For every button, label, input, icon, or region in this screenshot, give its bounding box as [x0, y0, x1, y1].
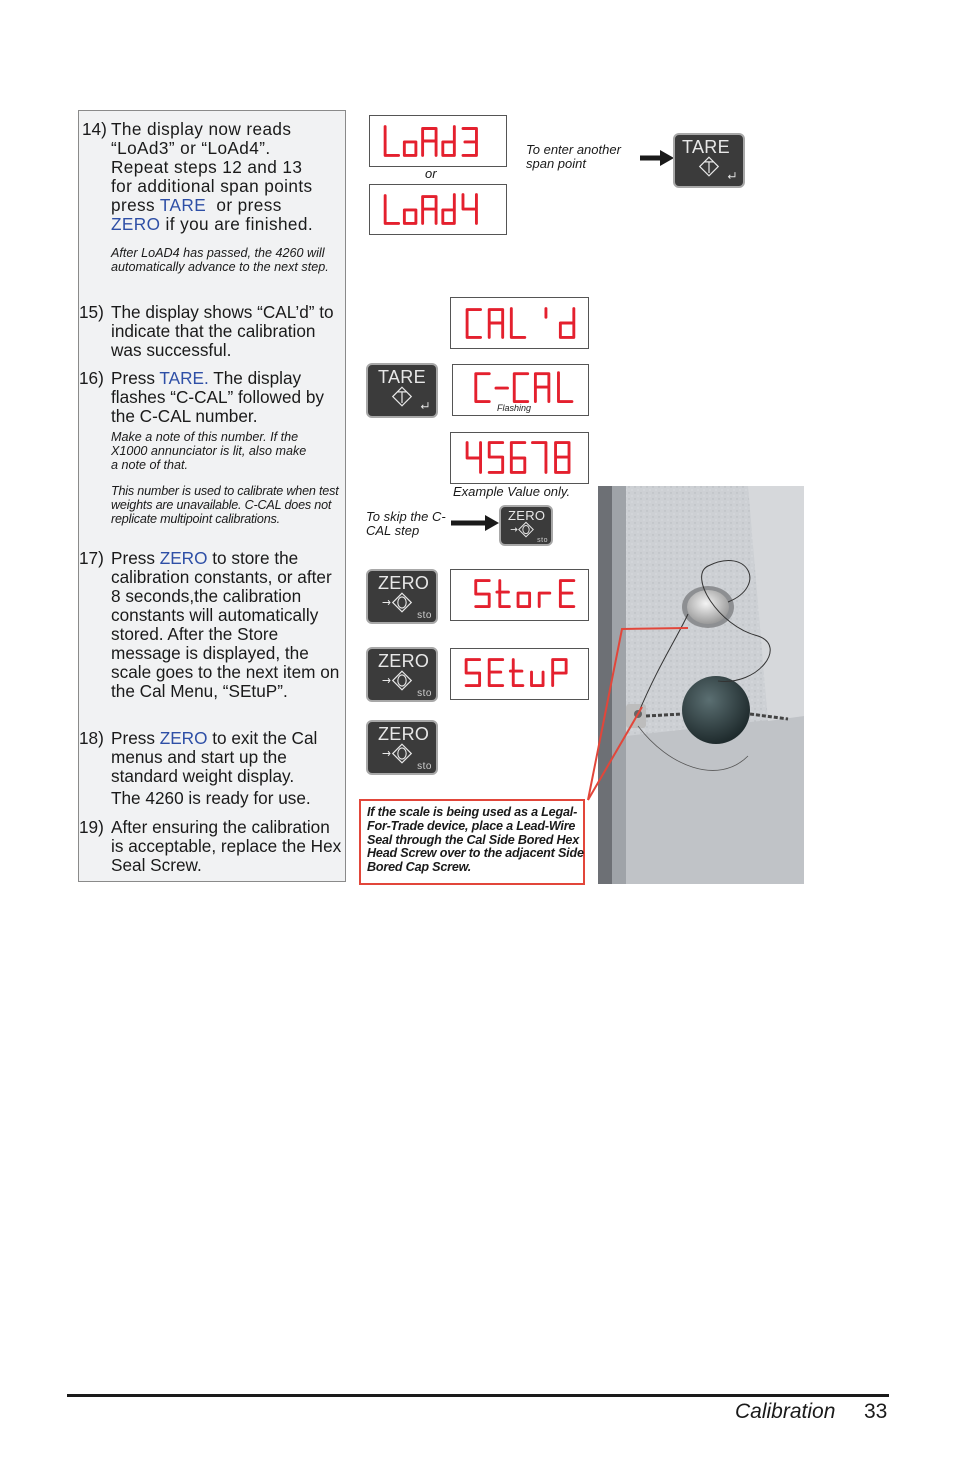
zero-button-exit[interactable] — [366, 720, 438, 775]
tare-symbol-icon — [675, 135, 743, 186]
zero-label: ZERO — [508, 508, 546, 523]
step-text: if you are finished. — [160, 214, 314, 234]
step-text: Press — [111, 548, 160, 568]
led-text-store — [451, 570, 588, 620]
led-text-value — [451, 433, 588, 483]
step-number: 19) — [79, 817, 104, 837]
step-text: to store the calibration constants, or after 8 seconds,the calibration constants will automatically stored. After the Store message is displayed, the scale goes to the next item on the Cal Menu, “SEtuP”. — [111, 548, 340, 701]
step-text: The display now reads — [111, 119, 292, 139]
sto-label: sto — [537, 537, 548, 544]
step-text: The 4260 is ready for use. — [111, 788, 311, 808]
zero-keyword: ZERO — [111, 214, 161, 234]
another-span-caption: To enter another span point — [526, 142, 621, 171]
display-ccal — [452, 364, 589, 416]
led-text-load4 — [370, 185, 506, 234]
step-19 — [79, 818, 345, 875]
display-load4 — [369, 184, 507, 235]
tare-label: TARE — [682, 137, 730, 157]
step-number: 17) — [79, 548, 104, 568]
zero-label: ZERO — [378, 724, 430, 744]
tare-button-step16[interactable] — [366, 363, 438, 418]
tare-symbol-icon — [368, 365, 436, 416]
zero-label: ZERO — [378, 573, 430, 593]
step-text: Press — [111, 368, 160, 388]
zero-button-store[interactable] — [366, 569, 438, 624]
step-text: for additional span points — [111, 176, 313, 196]
legal-note: If the scale is being used as a Legal-For-Trade device, place a Lead-Wire Seal through the Cal Side Bored Hex Head Screw over to the adjacent Side Bored Cap Screw. — [367, 805, 584, 875]
step-text: The display flashes “C-CAL” followed by the C-CAL number. — [111, 368, 325, 426]
tare-label: TARE — [378, 367, 426, 387]
step-15 — [79, 303, 345, 360]
zero-button-skip[interactable] — [499, 505, 553, 546]
step-16-note-1: Make a note of this number. If the X1000 annunciator is lit, also make a note of that. — [111, 430, 307, 472]
tare-button[interactable] — [673, 133, 745, 188]
display-load3 — [369, 115, 507, 167]
step-number: 18) — [79, 728, 104, 748]
step-16 — [79, 369, 345, 426]
legal-for-trade-callout — [359, 799, 585, 885]
display-setup — [450, 648, 589, 700]
arrow-right-icon — [451, 514, 501, 532]
sto-label: sto — [417, 610, 432, 621]
display-store — [450, 569, 589, 621]
step-text: After ensuring the calibration is acceptable, replace the Hex Seal Screw. — [111, 817, 342, 875]
step-text: press — [111, 195, 160, 215]
step-text: “LoAd3” or “LoAd4”. — [111, 138, 271, 158]
step-16-note-2: This number is used to calibrate when test weights are unavailable. C-CAL does not replicate multipoint calibrations. — [111, 484, 339, 526]
step-14 — [79, 120, 345, 234]
example-caption: Example Value only. — [453, 484, 571, 499]
step-number: 14) — [82, 119, 107, 139]
step-text: Press — [111, 728, 160, 748]
skip-caption: To skip the C-CAL step — [366, 509, 446, 538]
sto-label: sto — [417, 761, 432, 772]
display-cald — [450, 297, 589, 349]
step-text: The display shows “CAL’d” to indicate that the calibration was successful. — [111, 302, 334, 360]
zero-button-setup[interactable] — [366, 647, 438, 702]
step-text: to exit the Cal menus and start up the standard weight display. — [111, 728, 318, 786]
step-14-note: After LoAD4 has passed, the 4260 will automatically advance to the next step. — [111, 246, 329, 274]
flashing-caption: Flashing — [497, 403, 532, 413]
callout-lines — [580, 610, 700, 810]
instruction-panel — [78, 110, 346, 882]
step-number: 15) — [79, 302, 104, 322]
or-caption: or — [425, 166, 437, 181]
zero-label: ZERO — [378, 651, 430, 671]
tare-keyword: TARE — [159, 195, 207, 215]
zero-keyword: ZERO — [159, 548, 208, 568]
led-text-load3 — [370, 116, 506, 166]
zero-keyword: ZERO — [159, 728, 208, 748]
arrow-right-icon — [640, 149, 675, 167]
led-text-cald — [451, 298, 588, 348]
led-text-setup — [451, 649, 588, 699]
display-value — [450, 432, 589, 484]
step-text: or press — [206, 195, 282, 215]
step-number: 16) — [79, 368, 104, 388]
step-18 — [79, 729, 345, 808]
step-text: Repeat steps 12 and 13 — [111, 157, 303, 177]
page-number: 33 — [864, 1400, 888, 1423]
step-17 — [79, 549, 345, 701]
footer-section-title: Calibration — [735, 1400, 836, 1423]
tare-keyword: TARE. — [159, 368, 209, 388]
sto-label: sto — [417, 688, 432, 699]
footer-rule — [67, 1394, 889, 1397]
